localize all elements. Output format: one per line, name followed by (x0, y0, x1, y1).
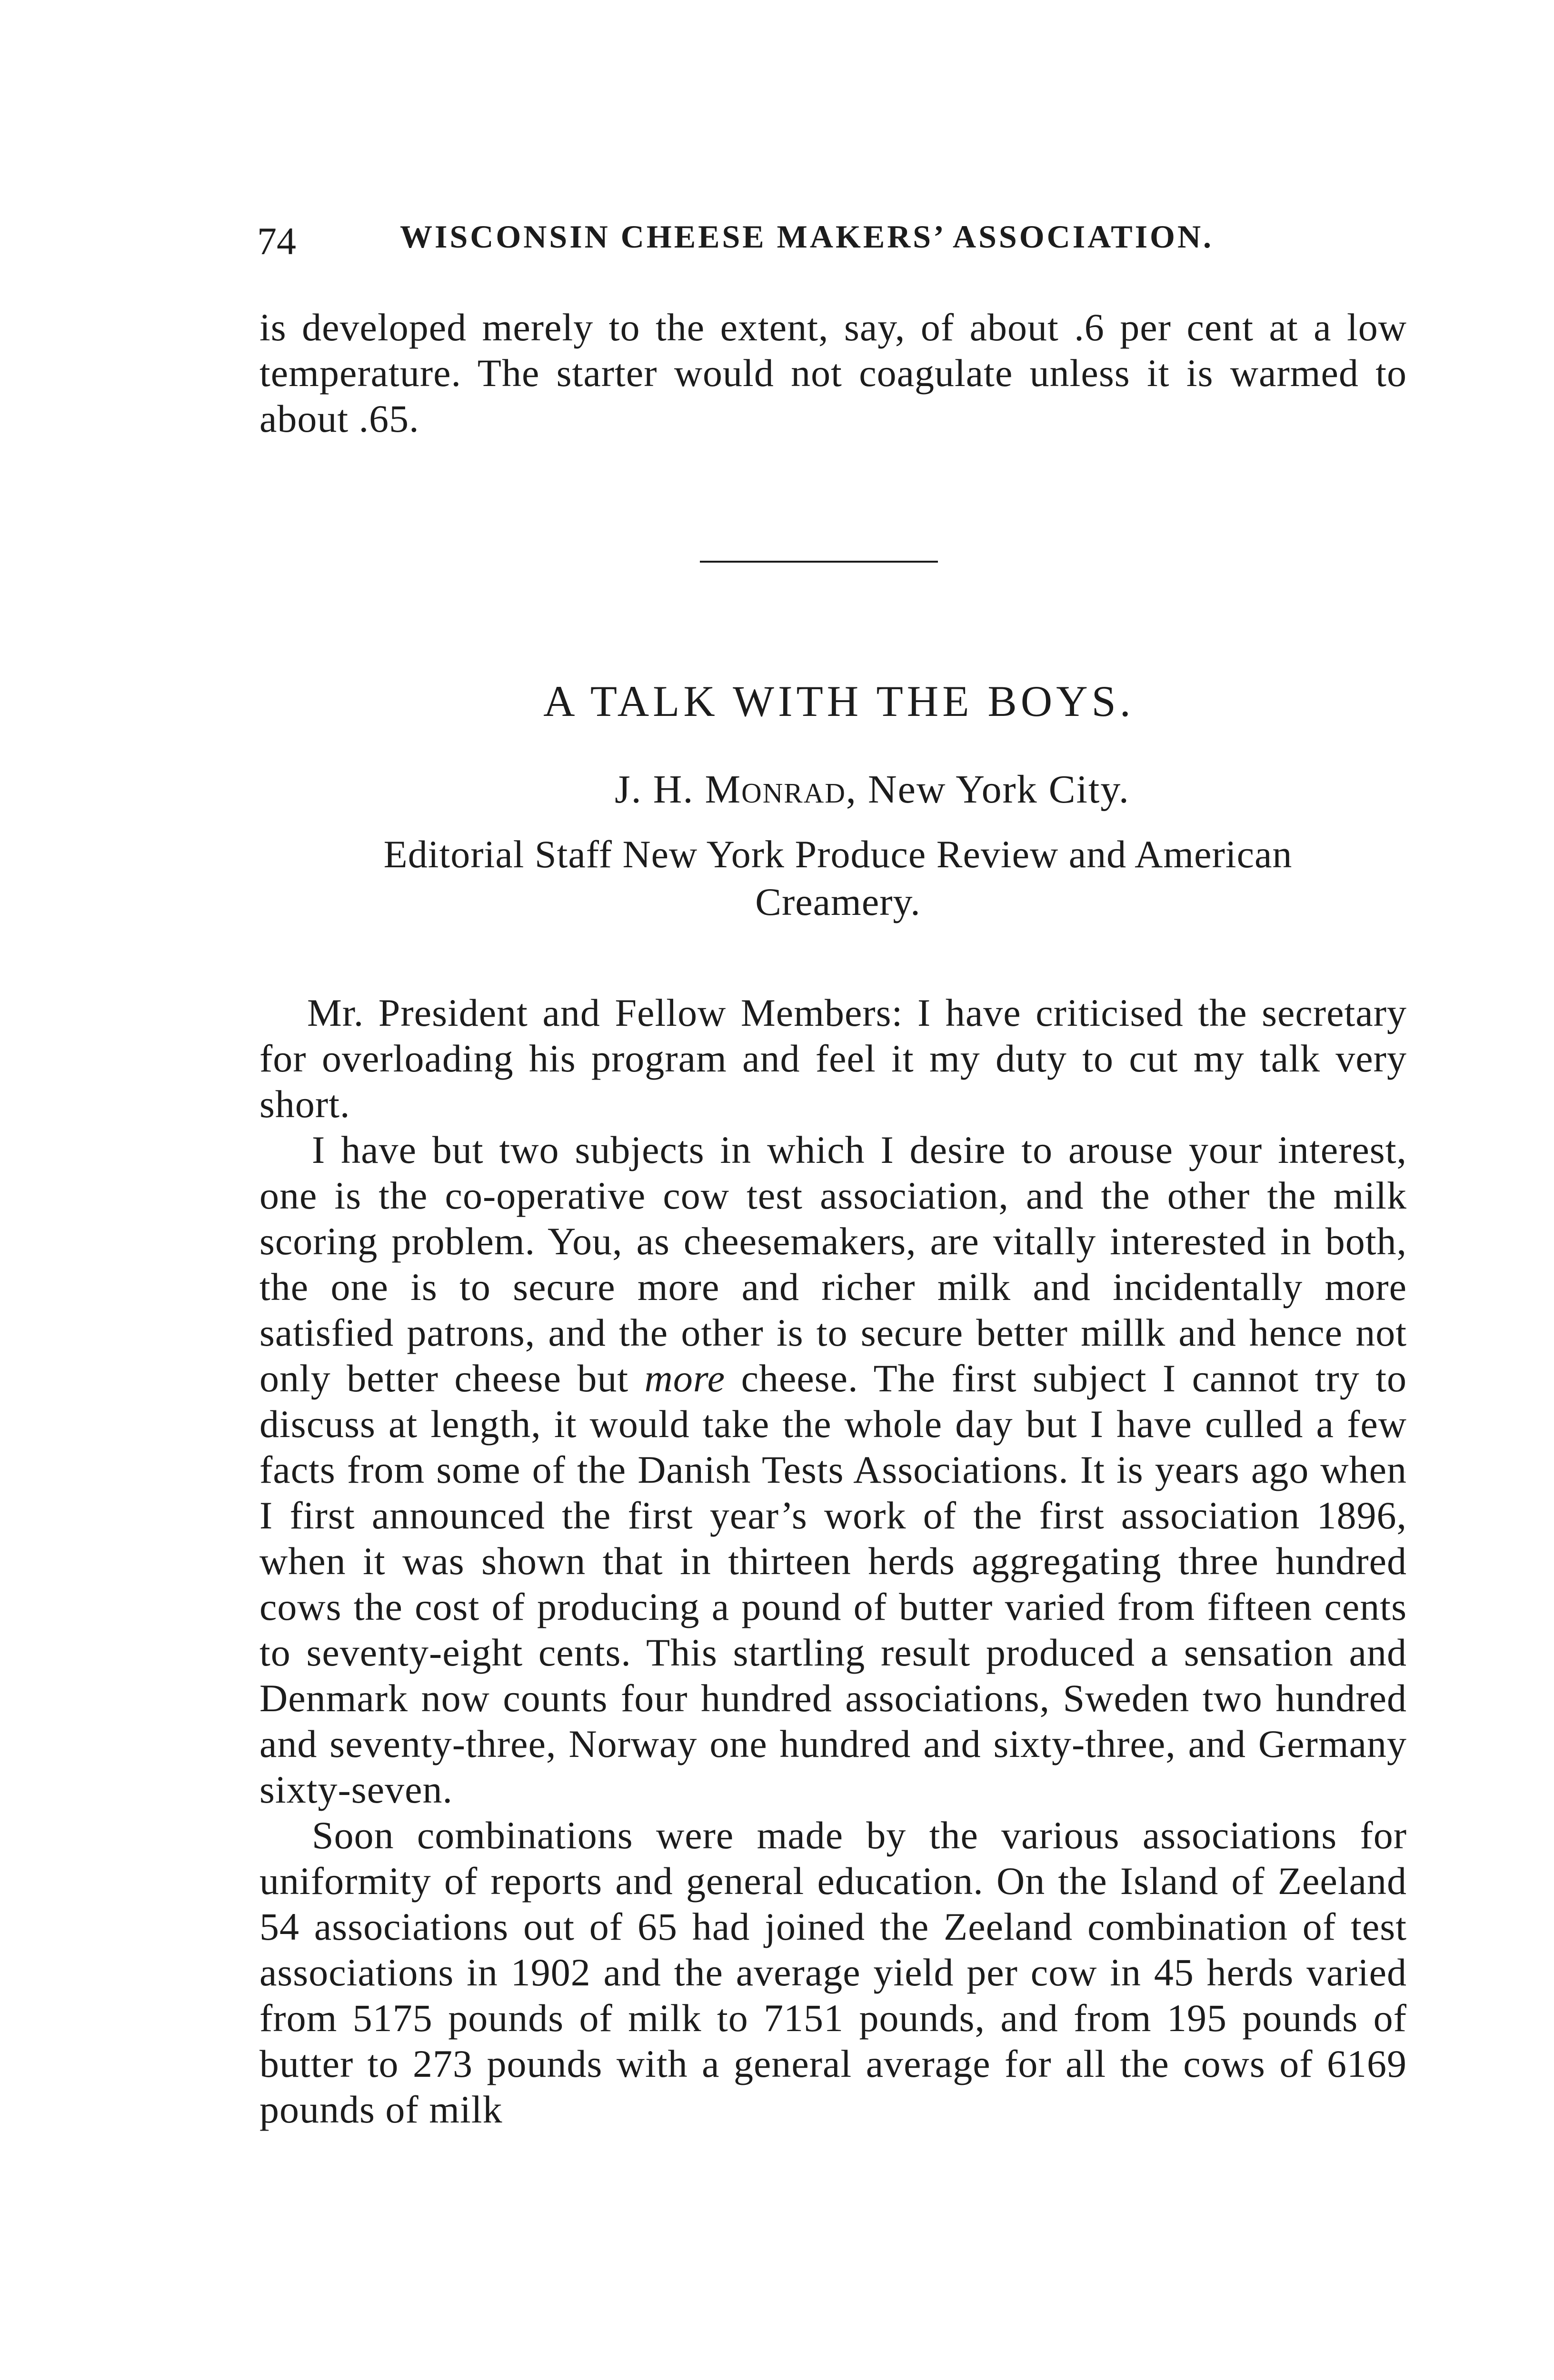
running-title: WISCONSIN CHEESE MAKERS’ ASSOCIATION. (400, 218, 1214, 255)
page-number: 74 (257, 219, 296, 263)
author-byline (0, 766, 1554, 813)
author-initials: J. H. (615, 767, 694, 812)
author-surname: Monrad, (705, 767, 857, 812)
intro-paragraph (259, 305, 1407, 442)
author-location: New York City. (867, 767, 1130, 812)
body-paragraph-1: Mr. President and Fellow Members: I have criticised the secretary for overloading his program and feel it my duty to cut my talk very short. (259, 991, 1407, 1126)
section-divider-rule (700, 561, 938, 563)
intro-paragraph-text: is developed merely to the extent, say, of about .6 per cent at a low temperature. The starter would not coagulate unless it is warmed to about .65. (259, 306, 1407, 440)
body-paragraph-2-italic: more (644, 1357, 726, 1400)
body-paragraph-2-part-2: cheese. The first subject I cannot try to discuss at length, it would take the whole day but I have culled a few facts from some of the Danish Tests Associations. It is years ago when I first announced the first year’s work of the first association 1896, when it was shown that in thirteen herds aggregating three hundred cows the cost of producing a pound of butter varied from fifteen cents to seventy-eight cents. This startling result produced a sensation and Denmark now counts four hundred associations, Sweden two hundred and seventy-three, Norway one hundred and sixty-three, and Germany sixty-seven. (259, 1357, 1407, 1811)
article-title: A TALK WITH THE BOYS. (543, 677, 1135, 725)
body-paragraph-3: Soon combinations were made by the various associations for uniformity of reports and general education. On the Island of Zeeland 54 associations out of 65 had joined the Zeeland combination of test associations in 1902 and the average yield per cow in 45 herds varied from 5175 pounds of milk to 7151 pounds, and from 195 pounds of butter to 273 pounds with a general average for all the cows of 6169 pounds of milk (259, 1814, 1407, 2131)
article-body (259, 990, 1407, 2132)
body-paragraph-2-part-1: I have but two subjects in which I desire to arouse your interest, one is the co-operative cow test association, and the other the milk scoring problem. You, as cheesemakers, are vitally interested in both, the one is to secure more and richer milk and incidentally more satisfied patrons, and the other is to secure better millk and hence not only better cheese but (259, 1128, 1407, 1400)
body-paragraph-2 (259, 1127, 1407, 1813)
author-affiliation: Editorial Staff New York Produce Review and American Creamery. (383, 833, 1293, 923)
running-header (257, 209, 1295, 267)
